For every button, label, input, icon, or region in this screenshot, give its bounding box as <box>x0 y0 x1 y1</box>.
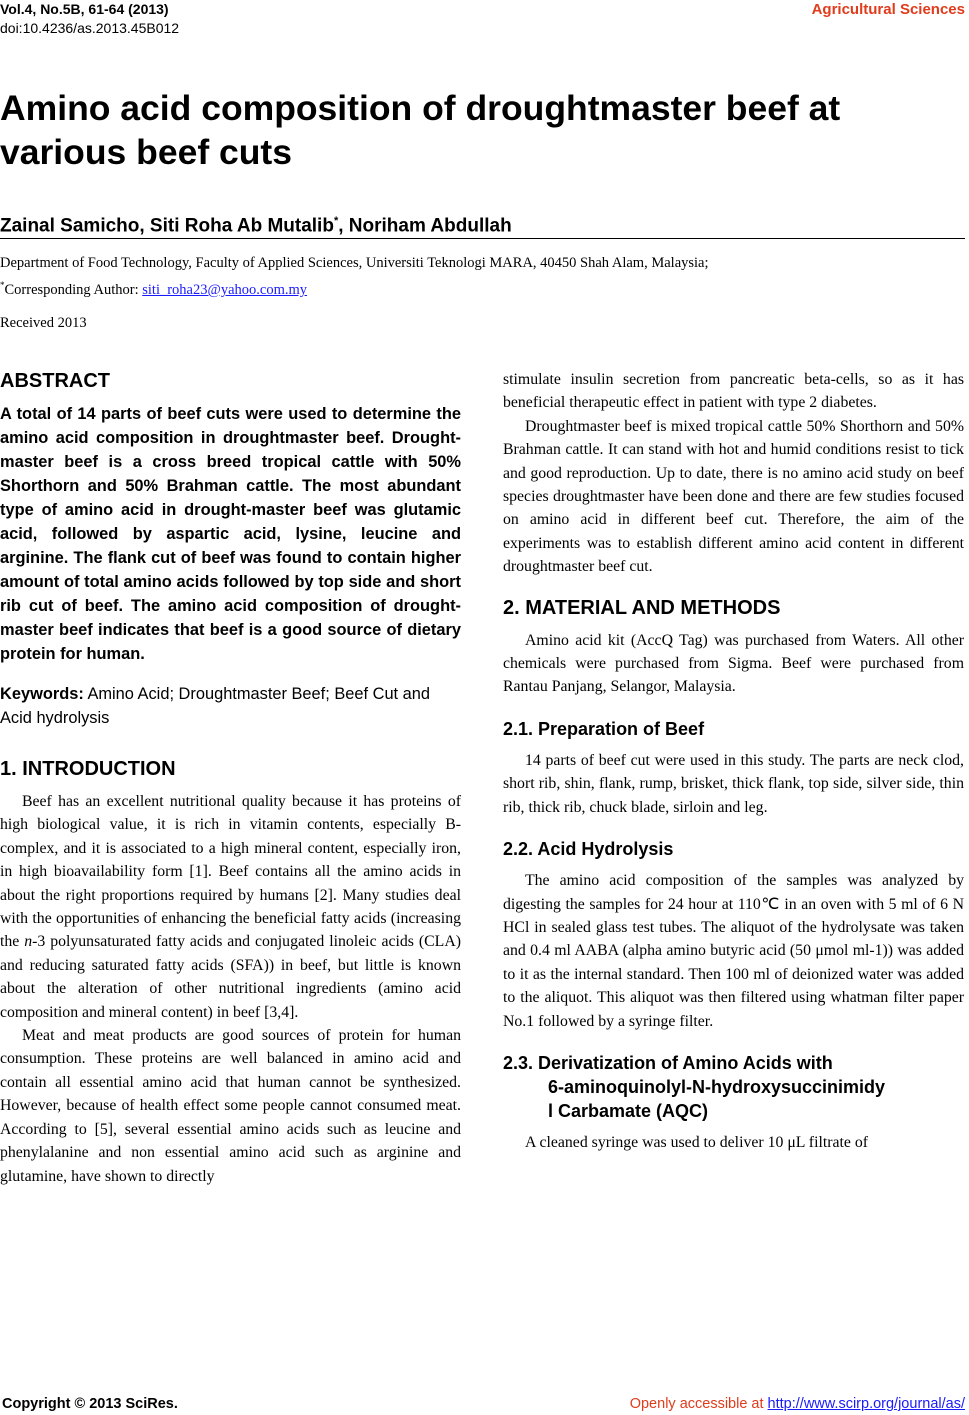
volume-info: Vol.4, No.5B, 61-64 (2013) <box>0 1 169 17</box>
section-2-3-heading-line-3: l Carbamate (AQC) <box>548 1100 709 1121</box>
intro-paragraph-1 <box>0 790 461 1024</box>
intro-paragraph-2: Meat and meat products are good sources of protein for human consumption. These proteins are well balanced in amino acid and contain all essential amino acid that human cannot be synthesized. However, because of health effect some people cannot consumed meat. According to [5], several essential amino acids such as leucine and phenylalanine and non essential amino acid such as arginine and glutamine, have shown to directly <box>0 1027 461 1185</box>
corr-label: Corresponding Author: <box>4 281 143 298</box>
section-2-3-text: A cleaned syringe was used to deliver 10 μL filtrate of <box>525 1133 869 1151</box>
methods-heading: 2. MATERIAL AND METHODS <box>503 596 781 619</box>
methods-paragraph-1: Amino acid kit (AccQ Tag) was purchased from Waters. All other chemicals were purchased from Sigma. Beef were purchased from Rantau Panjang, Selangor, Malaysia. <box>503 631 964 696</box>
corresponding-author <box>0 274 709 301</box>
section-2-3-heading <box>503 1051 964 1123</box>
email-link[interactable]: siti_roha23@yahoo.com.my <box>142 281 308 298</box>
affiliation <box>0 252 709 301</box>
journal-url-link[interactable]: http://www.scirp.org/journal/as/ <box>767 1396 965 1412</box>
corresponding-marker: * <box>333 215 339 227</box>
keywords-list: Amino Acid; Droughtmaster Beef; Beef Cut and Acid hydrolysis <box>0 685 431 727</box>
intro-paragraph-3: Droughtmaster beef is mixed tropical cattle 50% Shorthorn and 50% Brahman cattle. It can stand with hot and humid conditions resist to tick and good reproduction. Up to date, there is no amino acid study on beef species droughtmaster have been done and there are few studies focused on amino acid in different beef cut. Therefore, the aim of the experiments was to establish different amino acid content in different droughtmaster beef cut. <box>503 417 964 576</box>
section-2-3-heading-line-1: 2.3. Derivatization of Amino Acids with <box>503 1052 833 1073</box>
author-names-1: Zainal Samicho, Siti Roha Ab Mutalib <box>0 215 334 237</box>
intro-p1-italic: n <box>24 933 33 951</box>
received-date: Received 2013 <box>0 315 87 331</box>
journal-name: Agricultural Sciences <box>811 1 965 18</box>
abstract-text: A total of 14 parts of beef cuts were used to determine the amino acid composition in droughtmaster beef. Drought-master beef is a cross breed tropical cattle with 50% Shorthorn and 50% Brahman cattle. The most abundant type of amino acid in drought-master beef was glutamic acid, followed by aspartic acid, lysine, leucine and arginine. The flank cut of beef was found to contain higher amount of total amino acids followed by top side and short rib cut of beef. The amino acid composition of drought-master beef indicates that beef is a good source of dietary protein for human. <box>0 405 461 663</box>
footer-access-label: Openly accessible at <box>629 1396 768 1412</box>
keywords <box>0 682 461 730</box>
section-2-2-text: The amino acid composition of the samples was analyzed by digesting the samples for 24 hour at 110℃ in an oven with 5 ml of 6 N HCl in sealed glass test tubes. The aliquot of the hydrolysate was taken and 0.4 ml AABA (alpha amino butyric acid (50 μmol ml-1)) was added to it as the internal standard. Then 100 ml of deionized water was added to the aliquot. This aliquot was then filtered using whatman filter paper No.1 followed by a syringe filter. <box>503 872 964 1030</box>
intro-p1-part-a: Beef has an excellent nutritional quality because it has proteins of high biological value, it is rich in vitamin contents, especially B-complex, and it is associated to a high mineral content, especially iron, in high bioavailability form [1]. Beef contains all the amino acids in about the right proportions required by humans [2]. Many studies deal with the opportunities of enhancing the beneficial fatty acids (increasing the <box>0 793 461 951</box>
department: Department of Food Technology, Faculty of Applied Sciences, Universiti Teknologi MARA, 40450 Shah Alam, Malaysia; <box>0 255 709 271</box>
corr-marker: * <box>0 280 5 290</box>
abstract-heading: ABSTRACT <box>0 370 110 392</box>
section-2-1-text: 14 parts of beef cut were used in this study. The parts are neck clod, short rib, shin, flank, rump, brisket, thick flank, top side, silver side, thin rib, thick rib, chuck blade, sirloin and leg. <box>503 751 964 816</box>
section-2-1-heading: 2.1. Preparation of Beef <box>503 718 705 739</box>
keywords-label: Keywords: <box>0 685 84 703</box>
page-header-left <box>0 0 179 38</box>
footer-copyright: Copyright © 2013 SciRes. <box>2 1396 178 1412</box>
section-2-3-heading-line-2: 6-aminoquinolyl-N-hydroxysuccinimidy <box>548 1076 886 1097</box>
intro-paragraph-2-continued: stimulate insulin secretion from pancreatic beta-cells, so as it has beneficial therapeutic effect in patient with type 2 diabetes. <box>503 371 964 412</box>
section-2-2-heading: 2.2. Acid Hydrolysis <box>503 839 674 860</box>
paper-title: Amino acid composition of droughtmaster beef at various beef cuts <box>0 88 841 172</box>
doi: doi:10.4236/as.2013.45B012 <box>0 20 180 36</box>
left-column <box>0 366 461 1188</box>
author-names-2: , Noriham Abdullah <box>338 215 512 237</box>
intro-heading: 1. INTRODUCTION <box>0 758 176 780</box>
intro-p1-part-b: -3 polyunsaturated fatty acids and conjugated linoleic acids (CLA) and reducing saturated fatty acids (SFA)) in beef, but little is known about the alteration of other nutritional ingredients (amino acid composition and mineral content) in beef [3,4]. <box>0 933 461 1021</box>
footer-access <box>630 1394 965 1414</box>
author-list <box>0 208 512 239</box>
right-column <box>503 368 964 1154</box>
header-rule <box>0 238 965 239</box>
